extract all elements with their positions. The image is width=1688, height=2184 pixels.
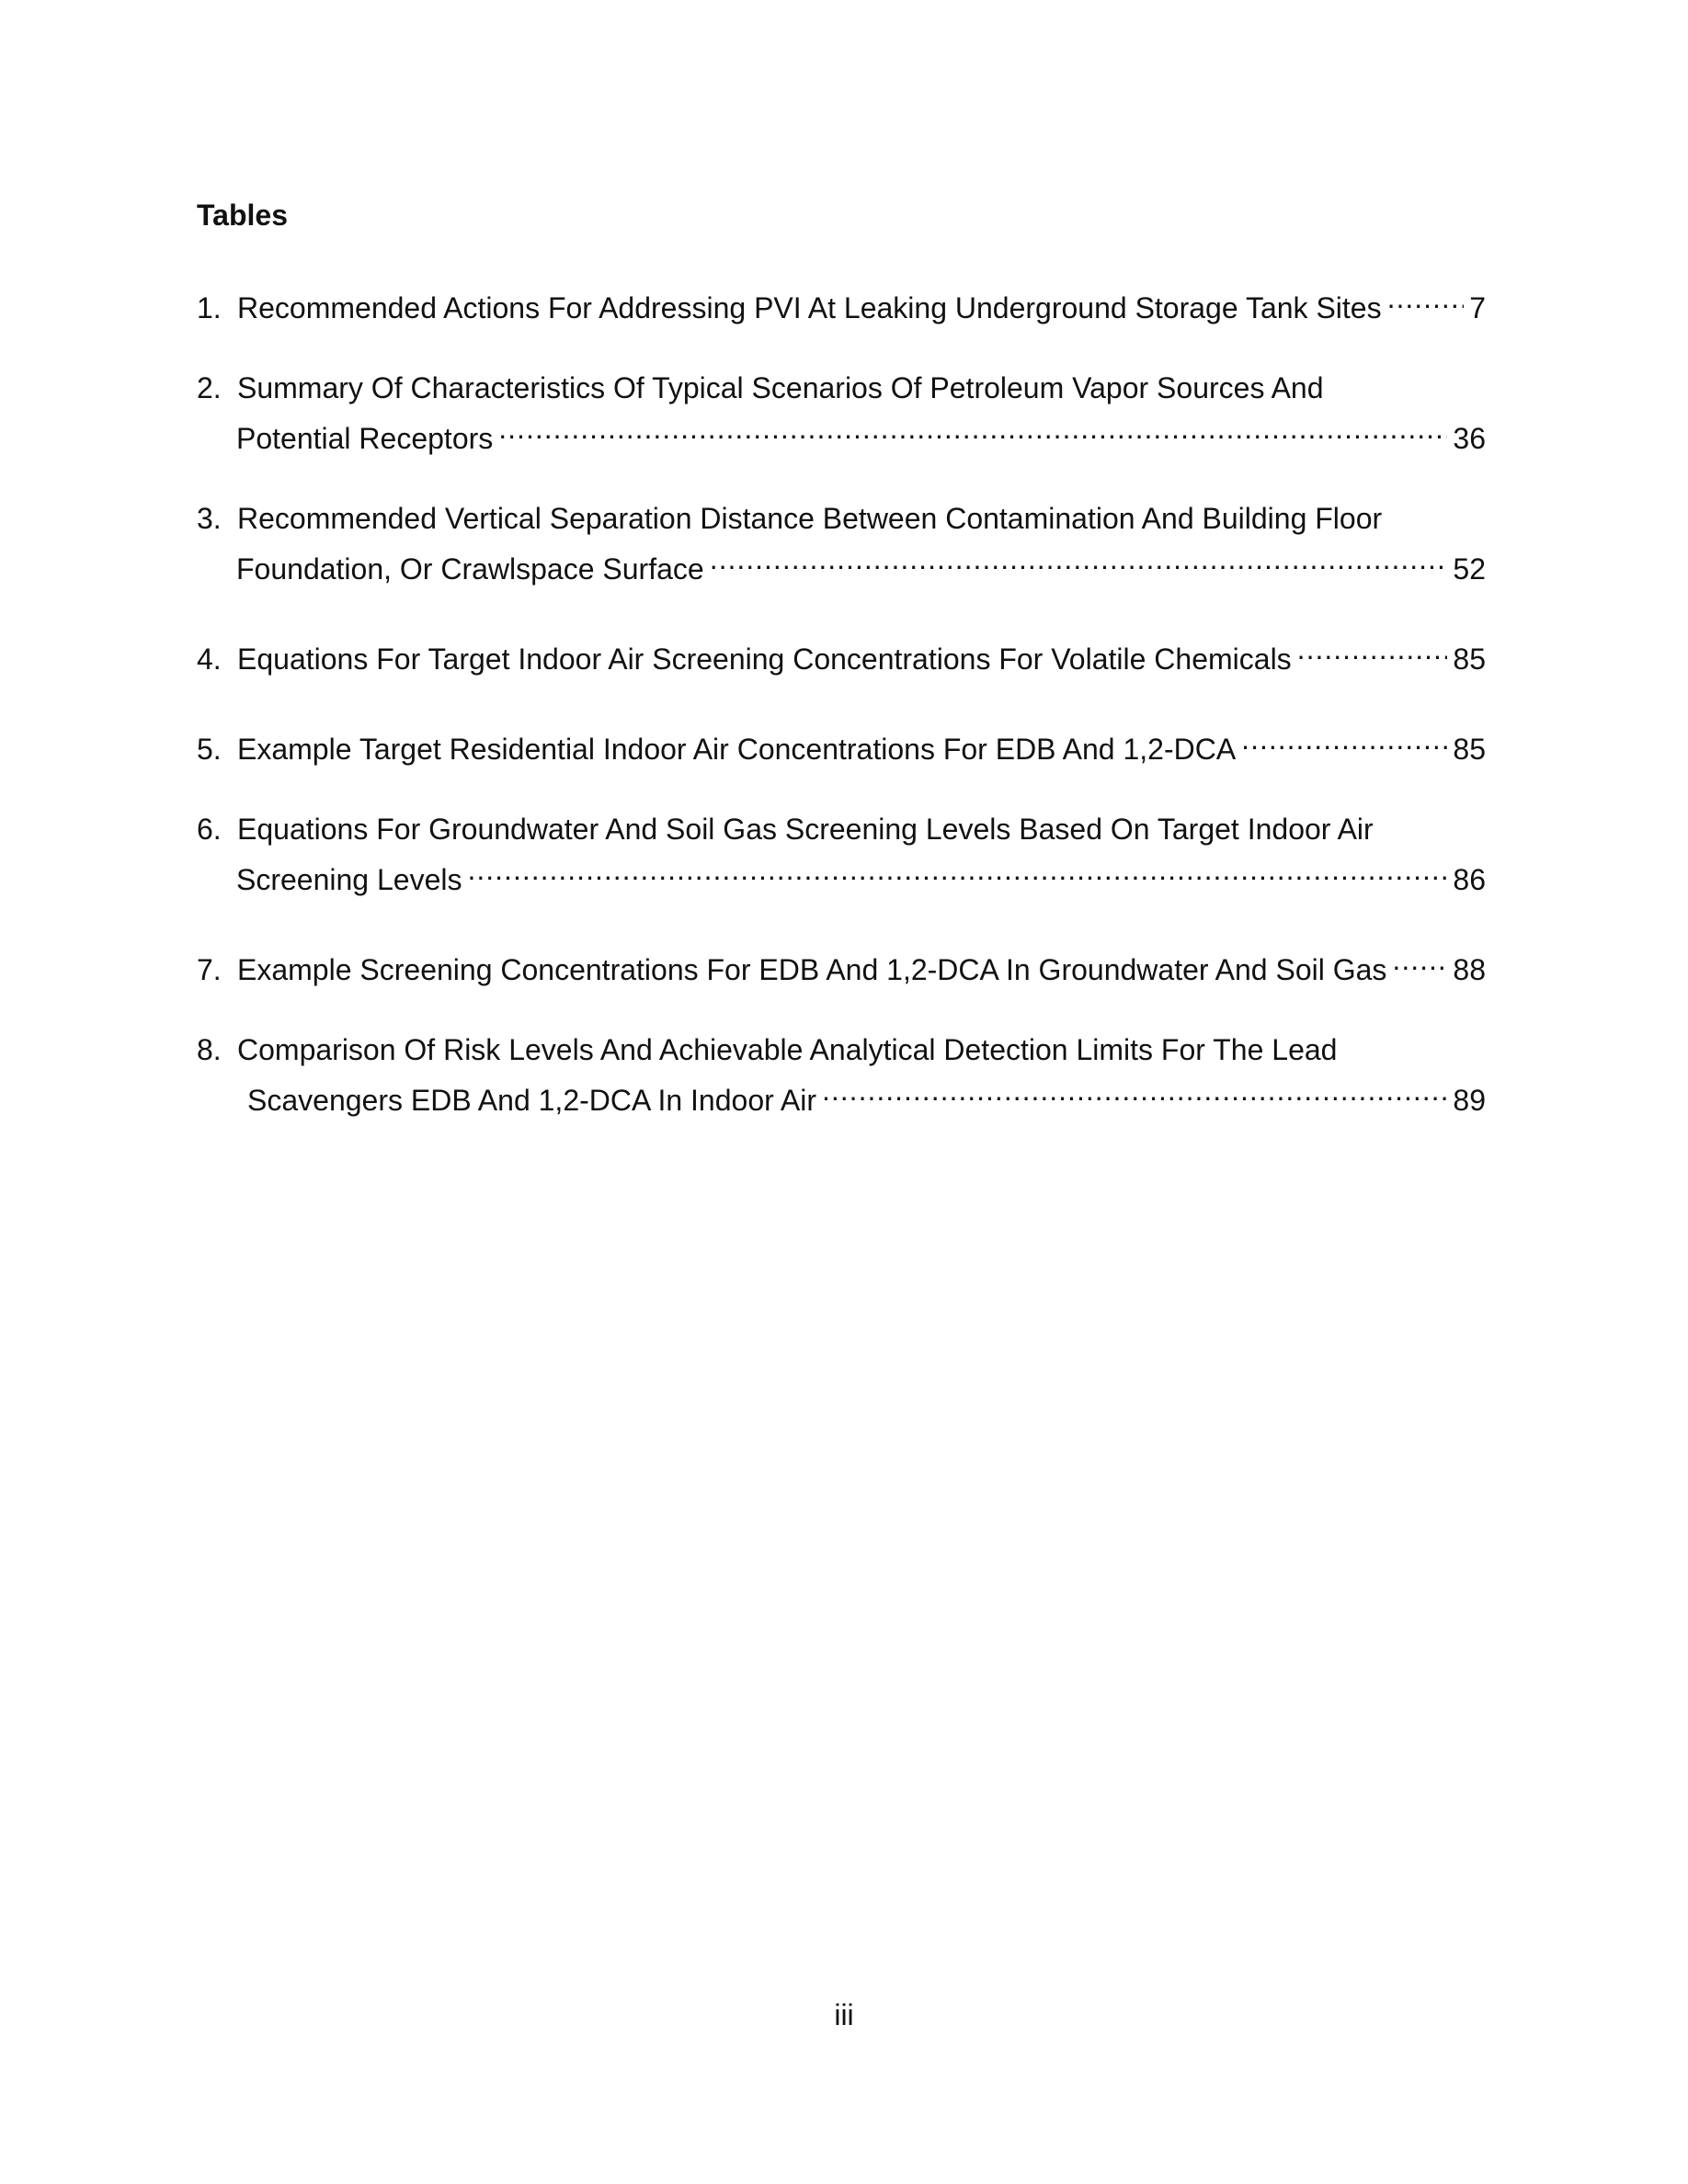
entry-page-number: 85 (1453, 643, 1486, 676)
dot-leader (1241, 719, 1447, 759)
tables-heading: Tables (197, 199, 288, 232)
toc-entry-2[interactable] (197, 368, 1486, 459)
entry-number: 2. (197, 371, 222, 404)
entry-page-number: 36 (1453, 422, 1486, 455)
dot-leader (467, 849, 1447, 890)
entry-title-continuation: Scavengers EDB And 1,2-DCA In Indoor Air (247, 1084, 816, 1117)
table-of-contents (197, 278, 1486, 1160)
entry-title: Recommended Vertical Separation Distance Between Contamination And Building Floor (237, 502, 1383, 535)
entry-title: Equations For Groundwater And Soil Gas Screening Levels Based On Target Indoor Air (237, 813, 1374, 846)
entry-page-number: 7 (1469, 291, 1486, 324)
dot-leader (710, 539, 1448, 579)
entry-page-number: 52 (1453, 552, 1486, 586)
entry-number: 3. (197, 502, 222, 535)
entry-title: Summary Of Characteristics Of Typical Scenarios Of Petroleum Vapor Sources And (237, 371, 1324, 404)
dot-leader (498, 408, 1447, 449)
entry-page-number: 86 (1453, 863, 1486, 896)
toc-entry-3[interactable] (197, 498, 1486, 589)
entry-page-number: 88 (1453, 953, 1486, 986)
dot-leader (1297, 629, 1448, 669)
page-footer-number: iii (834, 1998, 854, 2031)
toc-entry-7[interactable] (197, 939, 1486, 990)
dot-leader (1387, 278, 1465, 318)
entry-number: 7. (197, 953, 222, 986)
dot-leader (1392, 939, 1447, 980)
toc-entry-1[interactable] (197, 278, 1486, 328)
entry-title-continuation: Screening Levels (236, 863, 462, 896)
entry-title: Comparison Of Risk Levels And Achievable Analytical Detection Limits For The Lead (237, 1033, 1338, 1066)
entry-page-number: 89 (1453, 1084, 1486, 1117)
entry-title-continuation: Foundation, Or Crawlspace Surface (236, 552, 704, 586)
entry-title: Example Target Residential Indoor Air Concentrations For EDB And 1,2-DCA (237, 733, 1237, 766)
toc-entry-8[interactable] (197, 1029, 1486, 1120)
entry-title: Equations For Target Indoor Air Screening Concentrations For Volatile Chemicals (237, 643, 1292, 676)
entry-number: 4. (197, 643, 222, 676)
toc-entry-4[interactable] (197, 629, 1486, 679)
toc-entry-5[interactable] (197, 719, 1486, 769)
entry-number: 6. (197, 813, 222, 846)
entry-number: 1. (197, 291, 222, 324)
dot-leader (822, 1070, 1447, 1110)
entry-number: 8. (197, 1033, 222, 1066)
entry-page-number: 85 (1453, 733, 1486, 766)
entry-title: Recommended Actions For Addressing PVI At Leaking Underground Storage Tank Sites (237, 291, 1382, 324)
toc-entry-6[interactable] (197, 809, 1486, 900)
entry-title-continuation: Potential Receptors (236, 422, 494, 455)
entry-number: 5. (197, 733, 222, 766)
entry-title: Example Screening Concentrations For EDB And 1,2-DCA In Groundwater And Soil Gas (237, 953, 1387, 986)
